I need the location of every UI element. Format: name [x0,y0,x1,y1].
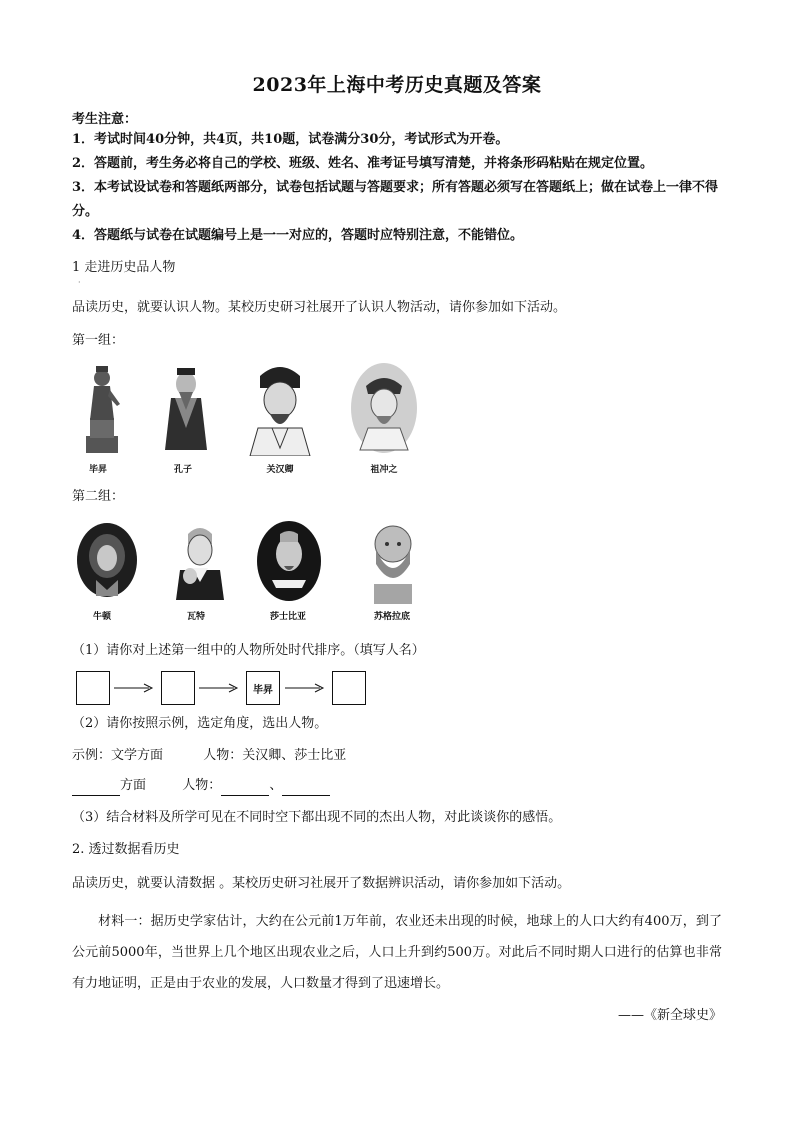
portrait-socrates [362,520,424,604]
newton-image [76,522,138,598]
portrait-watt [170,520,230,600]
socrates-image [362,520,424,604]
example-line [72,746,346,766]
person-blank-2[interactable] [282,782,330,796]
portrait-bisheng [72,358,132,453]
answer-people-label: 人物： [182,778,222,793]
question-1-intro: 品读历史，就要认识人物。某校历史研习社展开了认识人物活动，请你参加如下活动。 [72,300,567,315]
sequence-box-1[interactable] [76,671,110,705]
stray-dot: · [78,278,81,287]
portrait-shakespeare [256,520,322,602]
arrow-right-icon [285,682,325,694]
caption-watt: 瓦特 [186,612,205,622]
sub-question-1: （1）请你对上述第一组中的人物所处时代排序。（填写人名） [72,643,425,658]
notice-item-1: 1．考试时间40分钟，共4页，共10题，试卷满分30分，考试形式为开卷。 [72,132,509,147]
answer-line [72,776,330,796]
example-people: 人物：关汉卿、莎士比亚 [203,748,347,763]
caption-guanhanqing: 关汉卿 [266,465,294,475]
sequence-box-2[interactable] [161,671,195,705]
group-2-label: 第二组： [72,489,125,504]
caption-bisheng: 毕昇 [88,465,107,475]
caption-zuchongzhi: 祖冲之 [370,465,398,475]
portrait-guanhanqing [246,358,314,456]
shakespeare-image [256,520,322,602]
answer-separator: 、 [269,778,283,793]
material-source: ——《新全球史》 [617,1008,722,1023]
sub-question-2: （2）请你按照示例，选定角度，选出人物。 [72,716,328,731]
notice-item-4: 4．答题纸与试卷在试题编号上是一一对应的，答题时应特别注意，不能错位。 [72,228,524,243]
material-1-text: 材料一：据历史学家估计，大约在公元前1万年前，农业还未出现的时候，地球上的人口大约有400万，到了公元前5000年，当世界上几个地区出现农业之后，人口上升到约500万。对此后不同时期人口进行的估算也非常有力地证明，正是由于农业的发展，人口数量才得到了迅速增长。 [72,914,722,991]
caption-newton: 牛顿 [92,612,111,622]
portrait-confucius [155,358,217,453]
question-1-heading: 1 走进历史品人物 [72,260,176,275]
watt-image [170,520,230,600]
answer-aspect-label: 方面 [120,778,147,793]
notice-item-2: 2．答题前，考生务必将自己的学校、班级、姓名、准考证号填写清楚，并将条形码粘贴在规定位置。 [72,156,654,171]
material-1-paragraph [72,906,722,999]
caption-socrates: 苏格拉底 [373,612,410,622]
confucius-image [155,358,217,453]
notice-item-3: 3．本考试设试卷和答题纸两部分，试卷包括试题与答题要求；所有答题必须写在答题纸上；做在试卷上一律不得分。 [72,180,719,219]
page-title: 2023年上海中考历史真题及答案 [252,74,542,96]
sub-question-3: （3）结合材料及所学可见在不同时空下都出现不同的杰出人物，对此谈谈你的感悟。 [72,810,562,825]
caption-confucius: 孔子 [173,465,192,475]
question-2-heading: 2. 透过数据看历史 [72,842,180,857]
group-1-label: 第一组： [72,333,125,348]
person-blank-1[interactable] [221,782,269,796]
notice-heading: 考生注意： [72,112,138,127]
guanhanqing-image [246,358,314,456]
example-aspect: 示例：文学方面 [72,748,164,763]
aspect-blank[interactable] [72,782,120,796]
question-2-intro: 品读历史，就要认清数据 。某校历史研习社展开了数据辨识活动，请你参加如下活动。 [72,876,571,891]
sequence-box-3: 毕昇 [246,671,280,705]
sequence-box-4[interactable] [332,671,366,705]
portrait-zuchongzhi [350,362,418,454]
arrow-right-icon [114,682,154,694]
zuchongzhi-image [350,362,418,454]
arrow-right-icon [199,682,239,694]
caption-shakespeare: 莎士比亚 [269,612,306,622]
statue-image [72,358,132,453]
portrait-newton [76,522,138,598]
